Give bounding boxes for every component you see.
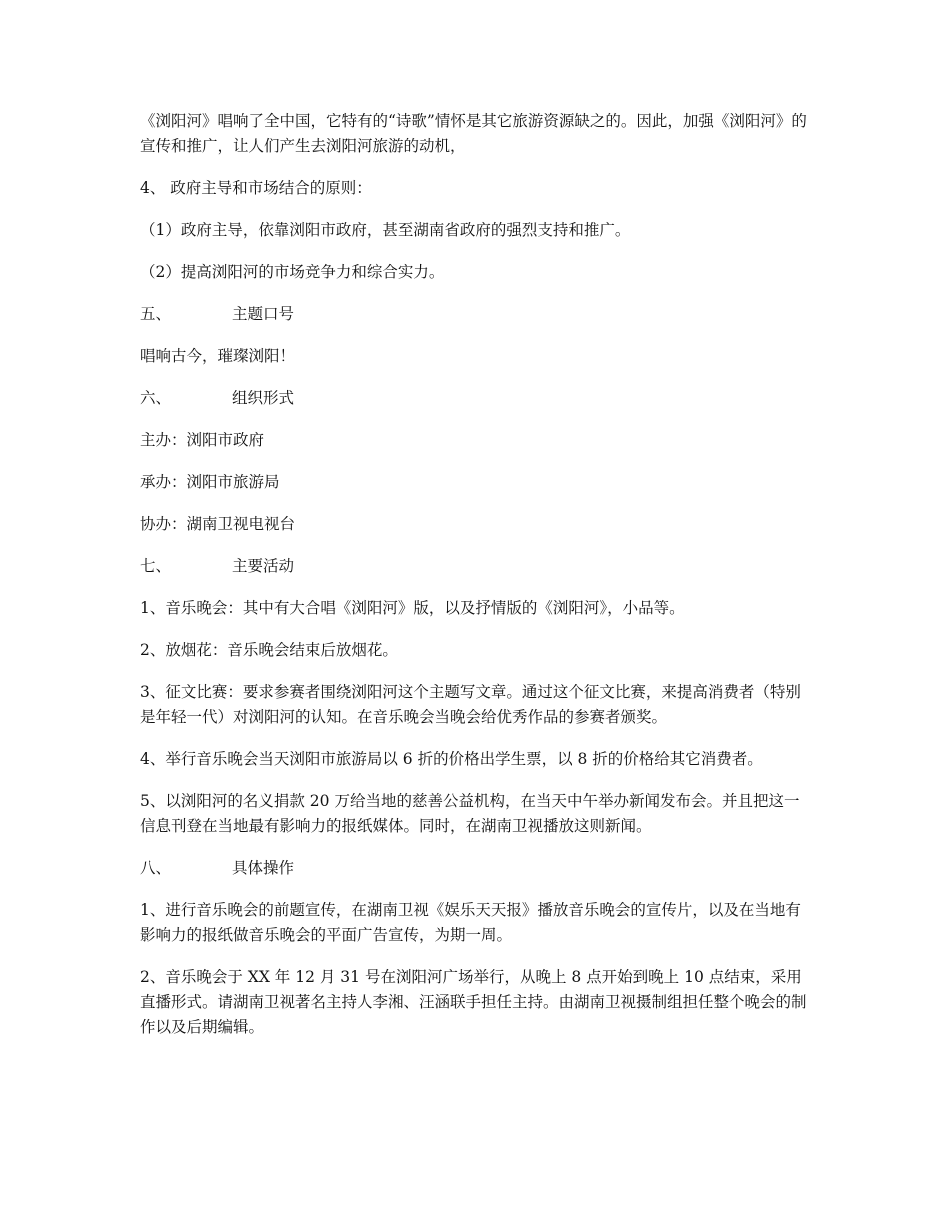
section-number: 八、 <box>140 859 172 877</box>
section-title: 主要活动 <box>232 557 295 575</box>
paragraph: （2）提高浏阳河的市场竞争力和综合实力。 <box>140 263 445 281</box>
paragraph: 4、 政府主导和市场结合的原则： <box>140 179 372 197</box>
section-title: 具体操作 <box>232 859 295 877</box>
section-heading <box>140 554 812 579</box>
paragraph: 唱响古今，璀璨浏阳！ <box>140 347 296 365</box>
document-body <box>140 109 812 1057</box>
paragraph: 2、放烟花：音乐晚会结束后放烟花。 <box>140 641 398 659</box>
section-number: 五、 <box>140 305 172 323</box>
paragraph: 主办：浏阳市政府 <box>140 431 265 449</box>
section-title: 组织形式 <box>232 389 295 407</box>
paragraph: 4、举行音乐晚会当天浏阳市旅游局以 6 折的价格出学生票，以 8 折的价格给其它消费者。 <box>140 750 763 768</box>
paragraph: 3、征文比赛：要求参赛者围绕浏阳河这个主题写文章。通过这个征文比赛，来提高消费者（特别是年轻一代）对浏阳河的认知。在音乐晚会当晚会给优秀作品的参赛者颁奖。 <box>140 683 801 726</box>
paragraph: 承办：浏阳市旅游局 <box>140 473 280 491</box>
section-number: 七、 <box>140 557 172 575</box>
paragraph: 2、音乐晚会于 XX 年 12 月 31 号在浏阳河广场举行，从晚上 8 点开始到晚上 10 点结束，采用直播形式。请湖南卫视著名主持人李湘、汪涵联手担任主持。由湖南卫视摄制组担任整个晚会的制作以及后期编辑。 <box>140 968 807 1036</box>
paragraph: 《浏阳河》唱响了全中国，它特有的“诗歌”情怀是其它旅游资源缺之的。因此，加强《浏阳河》的宣传和推广，让人们产生去浏阳河旅游的动机， <box>140 112 807 155</box>
paragraph: 5、以浏阳河的名义捐款 20 万给当地的慈善公益机构，在当天中午举办新闻发布会。并且把这一信息刊登在当地最有影响力的报纸媒体。同时，在湖南卫视播放这则新闻。 <box>140 792 800 835</box>
paragraph: 1、音乐晚会：其中有大合唱《浏阳河》版，以及抒情版的《浏阳河》，小品等。 <box>140 599 685 617</box>
section-number: 六、 <box>140 389 172 407</box>
paragraph: 1、进行音乐晚会的前题宣传，在湖南卫视《娱乐天天报》播放音乐晚会的宣传片，以及在当地有影响力的报纸做音乐晚会的平面广告宣传，为期一周。 <box>140 901 801 944</box>
paragraph: （1）政府主导，依靠浏阳市政府，甚至湖南省政府的强烈支持和推广。 <box>140 221 631 239</box>
section-title: 主题口号 <box>232 305 295 323</box>
section-heading <box>140 386 812 411</box>
paragraph: 协办：湖南卫视电视台 <box>140 515 296 533</box>
section-heading <box>140 302 812 327</box>
section-heading <box>140 856 812 881</box>
